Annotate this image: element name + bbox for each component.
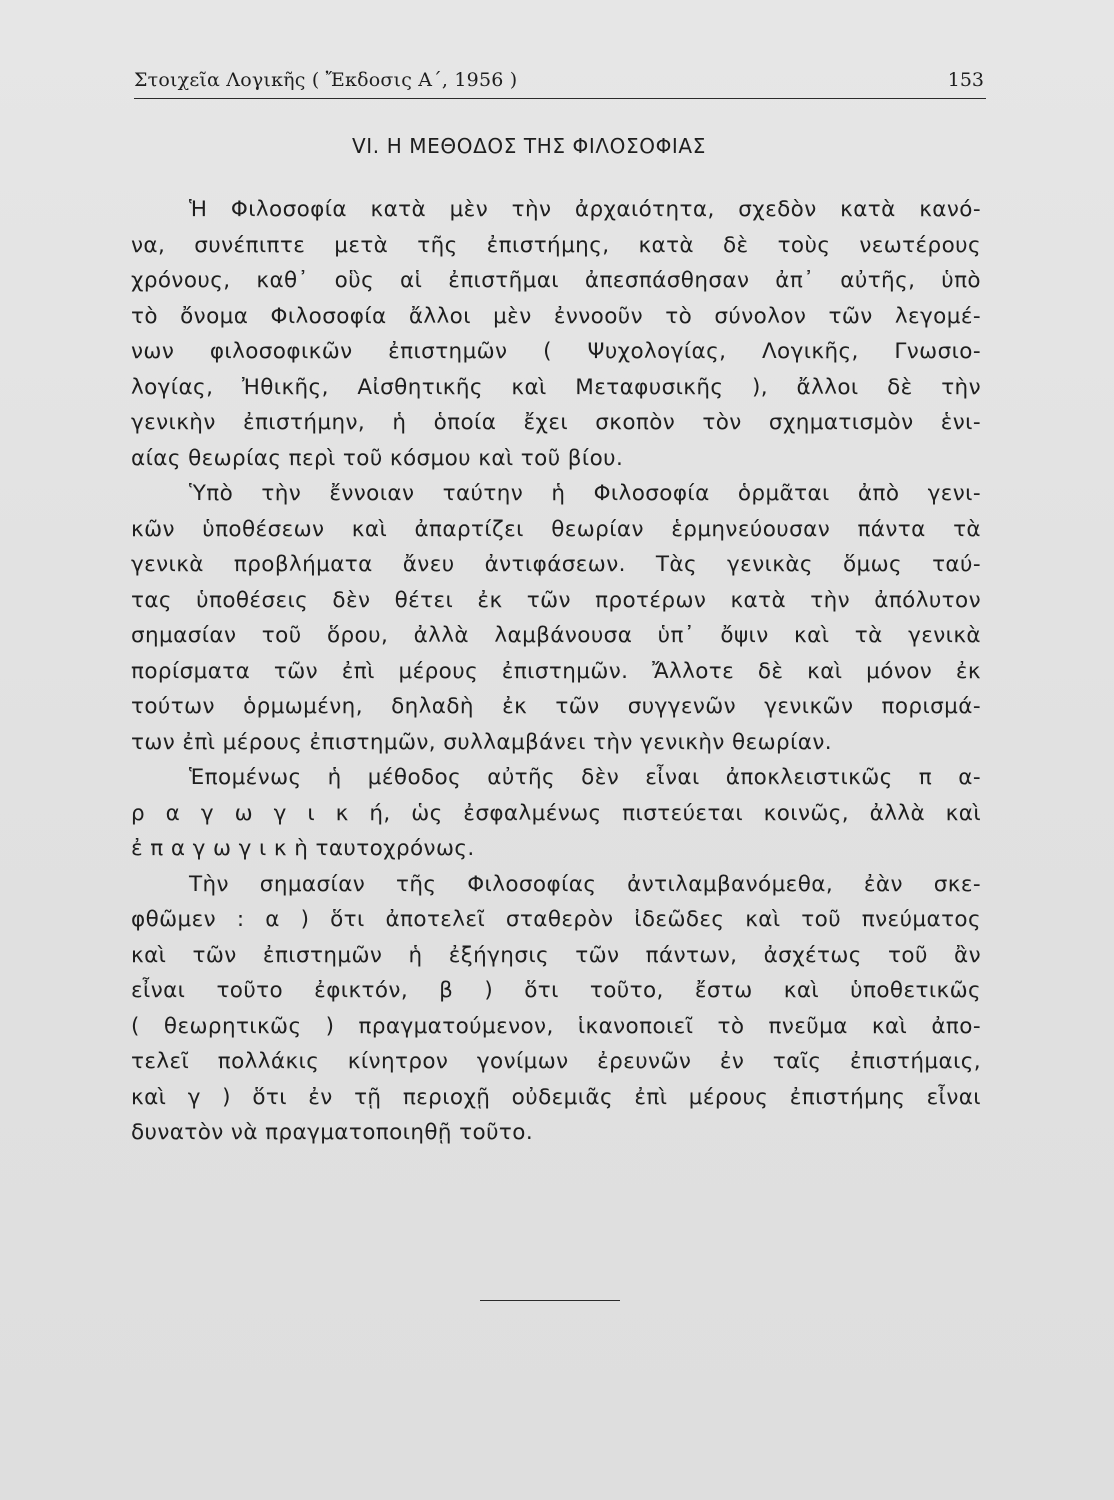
paragraph-3 (131, 760, 981, 867)
end-divider (480, 1300, 620, 1301)
text-line: φθῶμεν : α ) ὅτι ἀποτελεῖ σταθερὸν ἰδεῶδες καὶ τοῦ πνεύματος (131, 907, 981, 932)
text-line: Ἑπομένως ἡ μέθοδος αὐτῆς δὲν εἶναι ἀποκλειστικῶς π α- (189, 765, 981, 790)
book-title: Στοιχεῖα Λογικῆς ( Ἔκδοσις Α΄, 1956 ) (134, 69, 518, 91)
text-line: δυνατὸν νὰ πραγματοποιηθῇ τοῦτο. (131, 1120, 534, 1145)
text-line: καὶ γ ) ὅτι ἐν τῇ περιοχῇ οὐδεμιᾶς ἐπὶ μέρους ἐπιστήμης εἶναι (131, 1084, 981, 1110)
text-line: τελεῖ πολλάκις κίνητρον γονίμων ἐρευνῶν ἐν ταῖς ἐπιστήμαις, (131, 1049, 981, 1074)
text-line: Ἡ Φιλοσοφία κατὰ μὲν τὴν ἀρχαιότητα, σχεδὸν κατὰ κανό- (189, 197, 981, 222)
text-line: κῶν ὑποθέσεων καὶ ἀπαρτίζει θεωρίαν ἑρμηνεύουσαν πάντα τὰ (131, 516, 981, 542)
text-line: ἐ π α γ ω γ ι κ ὴ ταυτοχρόνως. (131, 836, 475, 861)
text-line: να, συνέπιπτε μετὰ τῆς ἐπιστήμης, κατὰ δὲ τοὺς νεωτέρους (131, 232, 981, 258)
text-line: ρ α γ ω γ ι κ ή, ὡς ἐσφαλμένως πιστεύεται κοινῶς, ἀλλὰ καὶ (131, 800, 981, 826)
text-line: των ἐπὶ μέρους ἐπιστημῶν, συλλαμβάνει τὴν γενικὴν θεωρίαν. (131, 729, 832, 755)
paragraph-2 (131, 476, 981, 760)
text-line: σημασίαν τοῦ ὅρου, ἀλλὰ λαμβάνουσα ὑπ᾽ ὄψιν καὶ τὰ γενικὰ (131, 623, 981, 648)
text-line: ( θεωρητικῶς ) πραγματούμενον, ἱκανοποιεῖ τὸ πνεῦμα καὶ ἀπο- (131, 1013, 981, 1039)
text-line: γενικὰ προβλήματα ἄνευ ἀντιφάσεων. Τὰς γενικὰς ὅμως ταύ- (131, 552, 981, 577)
text-line: λογίας, Ἠθικῆς, Αἰσθητικῆς καὶ Μεταφυσικῆς ), ἄλλοι δὲ τὴν (131, 374, 981, 400)
body-text (131, 192, 981, 1151)
text-line: Τὴν σημασίαν τῆς Φιλοσοφίας ἀντιλαμβανόμεθα, ἐὰν σκε- (189, 871, 981, 897)
text-line: τούτων ὁρμωμένη, δηλαδὴ ἐκ τῶν συγγενῶν γενικῶν πορισμά- (131, 694, 981, 719)
running-header (134, 66, 986, 99)
text-line: καὶ τῶν ἐπιστημῶν ἡ ἐξήγησις τῶν πάντων, ἀσχέτως τοῦ ἂν (131, 942, 981, 968)
text-line: Ὑπὸ τὴν ἔννοιαν ταύτην ἡ Φιλοσοφία ὁρμᾶται ἀπὸ γενι- (189, 481, 981, 506)
text-line: αίας θεωρίας περὶ τοῦ κόσμου καὶ τοῦ βίου. (131, 445, 624, 471)
section-heading: VI. Η ΜΕΘΟΔΟΣ ΤΗΣ ΦΙΛΟΣΟΦΙΑΣ (352, 134, 706, 158)
paragraph-1 (131, 192, 981, 476)
text-line: τας ὑποθέσεις δὲν θέτει ἐκ τῶν προτέρων κατὰ τὴν ἀπόλυτον (131, 587, 981, 613)
text-line: γενικὴν ἐπιστήμην, ἡ ὁποία ἔχει σκοπὸν τὸν σχηματισμὸν ἑνι- (131, 410, 981, 435)
text-line: εἶναι τοῦτο ἐφικτόν, β ) ὅτι τοῦτο, ἔστω καὶ ὑποθετικῶς (131, 978, 981, 1003)
paragraph-4 (131, 867, 981, 1151)
text-line: νων φιλοσοφικῶν ἐπιστημῶν ( Ψυχολογίας, Λογικῆς, Γνωσιο- (131, 339, 981, 364)
text-line: τὸ ὄνομα Φιλοσοφία ἄλλοι μὲν ἐννοοῦν τὸ σύνολον τῶν λεγομέ- (131, 303, 981, 329)
page-number: 153 (947, 69, 984, 91)
text-line: χρόνους, καθ᾽ οὓς αἱ ἐπιστῆμαι ἀπεσπάσθησαν ἀπ᾽ αὐτῆς, ὑπὸ (131, 268, 981, 293)
text-line: πορίσματα τῶν ἐπὶ μέρους ἐπιστημῶν. Ἄλλοτε δὲ καὶ μόνον ἐκ (131, 658, 981, 684)
